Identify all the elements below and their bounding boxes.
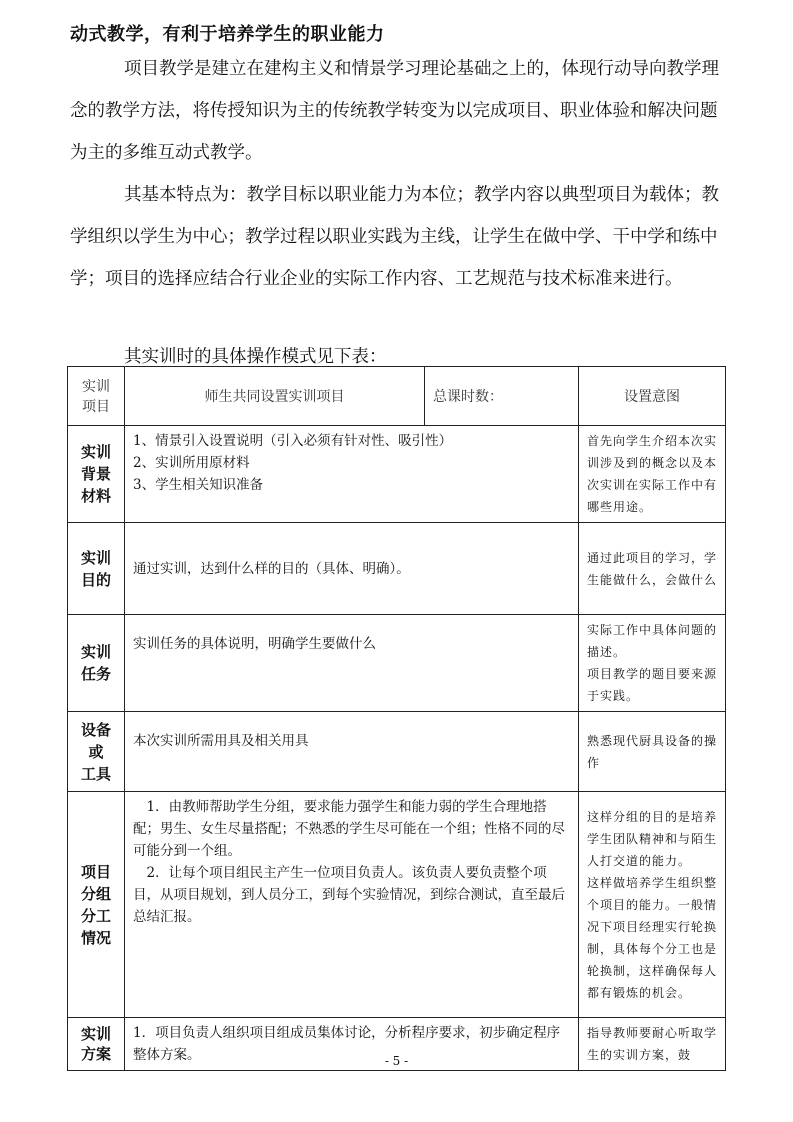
header-purpose: 设置意图 <box>579 367 726 426</box>
row-content: 1、情景引入设置说明（引入必须有针对性、吸引性） 2、实训所用原材料 3、学生相关知识准备 <box>125 426 579 523</box>
header-project-label: 实训 项目 <box>68 367 125 426</box>
table-header-row <box>68 367 726 426</box>
row-content: 实训任务的具体说明，明确学生要做什么 <box>125 615 579 712</box>
paragraph-3: 其实训时的具体操作模式见下表： <box>124 347 387 367</box>
row-category: 设备 或 工具 <box>68 712 125 792</box>
row-category: 实训 任务 <box>68 615 125 712</box>
row-content: 1．项目负责人组织项目组成员集体讨论，分析程序要求，初步确定程序整体方案。 <box>125 1018 579 1071</box>
section-heading: 动式教学，有利于培养学生的职业能力 <box>70 24 385 45</box>
row-content: 本次实训所需用具及相关用具 <box>125 712 579 792</box>
row-content: 通过实训，达到什么样的目的（具体、明确）。 <box>125 523 579 615</box>
page-number: - 5 - <box>384 1054 409 1068</box>
row-note: 熟悉现代厨具设备的操作 <box>579 712 726 792</box>
table-row-background <box>68 426 726 523</box>
table-row-objective <box>68 523 726 615</box>
row-category: 实训 背景 材料 <box>68 426 125 523</box>
row-category: 实训 目的 <box>68 523 125 615</box>
row-note: 指导教师要耐心听取学生的实训方案，鼓 <box>579 1018 726 1071</box>
table-row-grouping <box>68 792 726 1018</box>
table-row-task <box>68 615 726 712</box>
row-category: 项目 分组 分工 情况 <box>68 792 125 1018</box>
row-note: 首先向学生介绍本次实训涉及到的概念以及本次实训在实际工作中有哪些用途。 <box>579 426 726 523</box>
row-category: 实训 方案 <box>68 1018 125 1071</box>
training-plan-table <box>67 366 726 1071</box>
row-note: 通过此项目的学习，学生能做什么，会做什么 <box>579 523 726 615</box>
row-note: 实际工作中具体问题的描述。 项目教学的题目要来源于实践。 <box>579 615 726 712</box>
paragraph-1: 项目教学是建立在建构主义和情景学习理论基础之上的，体现行动导向教学理念的教学方法，将传授知识为主的传统教学转变为以完成项目、职业体验和解决问题为主的多维互动式教学。 <box>70 59 719 163</box>
row-note: 这样分组的目的是培养学生团队精神和与陌生人打交道的能力。 这样做培养学生组织整个项目的能力。一般情况下项目经理实行轮换制，具体每个分工也是轮换制，这样确保每人都有锻炼的机会。 <box>579 792 726 1018</box>
table-row-equipment <box>68 712 726 792</box>
paragraph-2: 其基本特点为：教学目标以职业能力为本位；教学内容以典型项目为载体；教学组织以学生为中心；教学过程以职业实践为主线，让学生在做中学、干中学和练中学；项目的选择应结合行业企业的实际工作内容、工艺规范与技术标准来进行。 <box>70 185 719 289</box>
header-project-setup: 师生共同设置实训项目 <box>125 367 425 426</box>
header-total-hours: 总课时数： <box>425 367 579 426</box>
row-content: 1．由教师帮助学生分组，要求能力强学生和能力弱的学生合理地搭配；男生、女生尽量搭配；不熟悉的学生尽可能在一个组；性格不同的尽可能分到一个组。 2．让每个项目组民主产生一位项目负责人。该负责人要负责整个项目，从项目规划，到人员分工，到每个实验情况，到综合测试，直至最后总结汇报。 <box>125 792 579 1018</box>
